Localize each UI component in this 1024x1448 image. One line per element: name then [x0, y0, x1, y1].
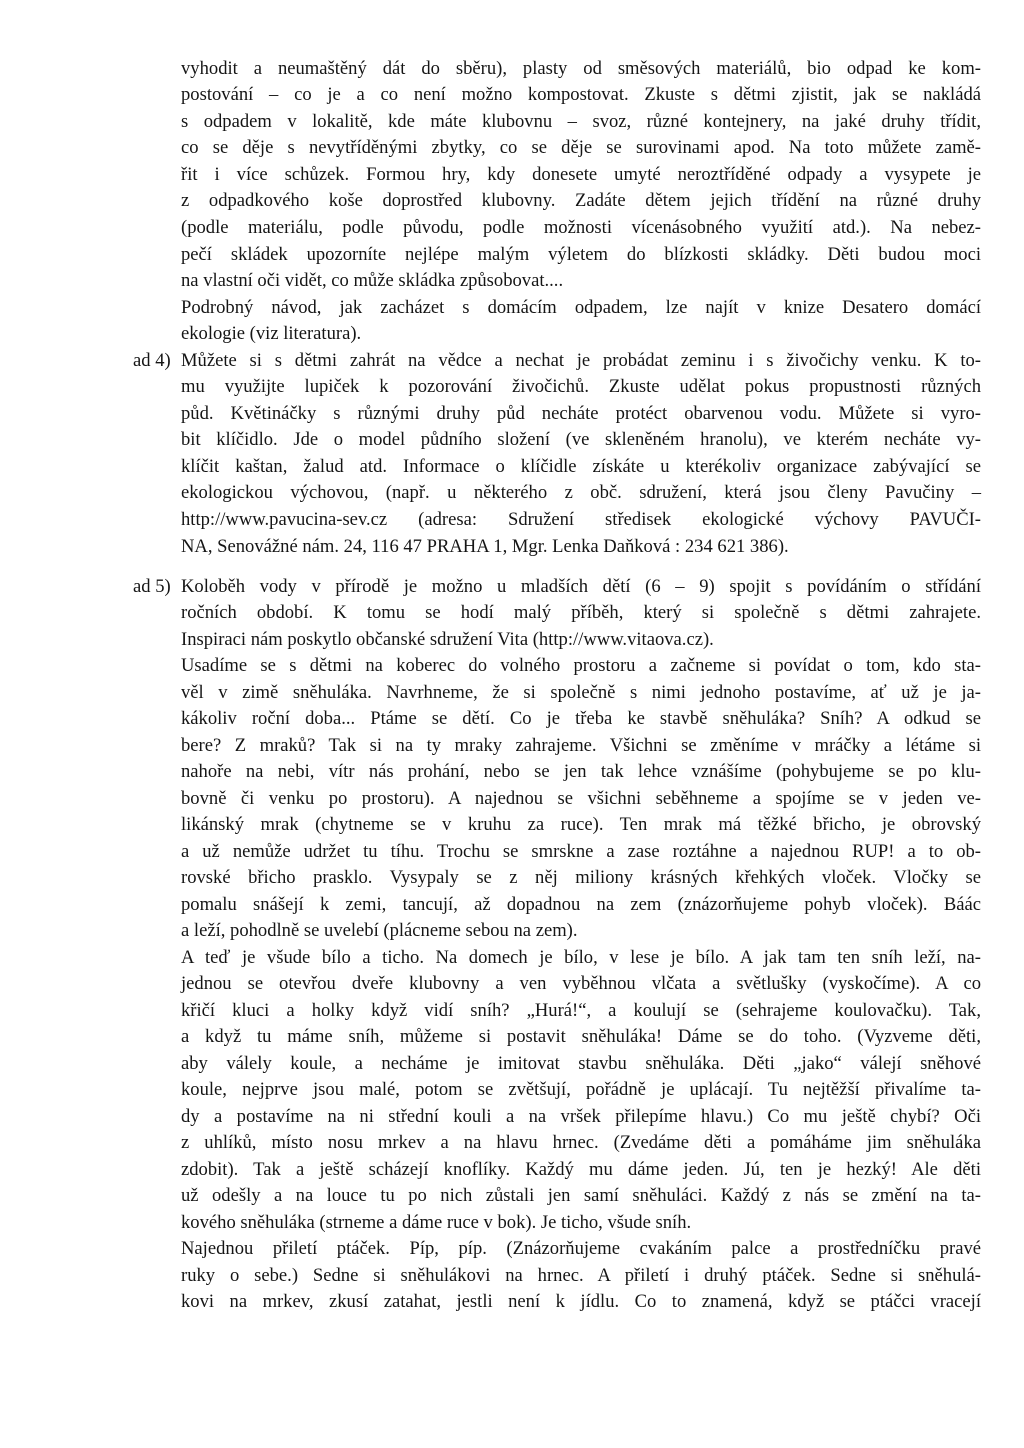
text-line: http://www.pavucina-sev.cz (adresa: Sdružení středisek ekologické výchovy PAVUČI-	[181, 509, 981, 530]
text-line: z odpadkového koše doprostřed klubovny. Zadáte dětem jejich třídění na různé druhy	[181, 190, 981, 211]
text-line: pečí skládek upozorníte nejlépe malým výletem do blízkosti skládky. Děti budou moci	[181, 244, 981, 265]
text-line: a když tu máme sníh, můžeme si postavit sněhuláka! Dáme se do toho. (Vyzveme děti,	[181, 1026, 981, 1047]
text-line: půd. Květináčky s různými druhy půd necháte protéct obarvenou vodu. Můžete si vyro-	[181, 403, 981, 424]
text-line: NA, Senovážné nám. 24, 116 47 PRAHA 1, Mgr. Lenka Daňková : 234 621 386).	[181, 536, 789, 557]
text-line: s odpadem v lokalitě, kde máte klubovnu – svoz, různé kontejnery, na jaké druhy třídit,	[181, 111, 981, 132]
text-line: ekologie (viz literatura).	[181, 323, 362, 344]
text-line: likánský mrak (chytneme se v kruhu za ruce). Ten mrak má těžké břicho, je obrovský	[181, 814, 981, 835]
list-label-ad5: ad 5)	[133, 576, 171, 597]
text-line: kákoliv roční doba... Ptáme se dětí. Co je třeba ke stavbě sněhuláka? Sníh? A odkud se	[181, 708, 981, 729]
text-line: dy a postavíme na ni střední kouli a na vršek přilepíme hlavu.) Co mu ještě chybí? Oči	[181, 1106, 981, 1127]
text-line: klíčit kaštan, žalud atd. Informace o klíčidle získáte u kterékoliv organizace zabývající se	[181, 456, 981, 477]
text-line: ročních období. K tomu se hodí malý příběh, který si společně s dětmi zahrajete.	[181, 602, 981, 623]
text-line: řit i více schůzek. Formou hry, kdy donesete umyté neroztříděné odpady a vysypete je	[181, 164, 981, 185]
text-line: bit klíčidlo. Jde o model půdního složení (ve skleněném hranolu), ve kterém necháte vy-	[181, 429, 981, 450]
text-line: postování – co je a co není možno kompostovat. Zkuste s dětmi zjistit, jak se nakládá	[181, 84, 981, 105]
text-line: věl v zimě sněhuláka. Navrhneme, že si společně s nimi jednoho postavíme, ať už je ja-	[181, 682, 981, 703]
text-line: pomalu snášejí k zemi, tancují, až dopadnou na zem (znázorňujeme pohyb vloček). Báác	[181, 894, 981, 915]
text-line: Inspiraci nám poskytlo občanské sdružení Vita (http://www.vitaova.cz).	[181, 629, 714, 650]
text-line: bovně či venku po prostoru). A najednou se všichni seběhneme a spojíme se v jeden ve-	[181, 788, 981, 809]
text-line: vyhodit a neumaštěný dát do sběru), plasty od směsových materiálů, bio odpad ke kom-	[181, 58, 981, 79]
text-line: kovi na mrkev, zkusí zatahat, jestli není k jídlu. Co to znamená, když se ptáčci vracejí	[181, 1291, 981, 1312]
text-line: aby válely koule, a necháme je imitovat stavbu sněhuláka. Děti „jako“ válejí sněhové	[181, 1053, 981, 1074]
text-line: Najednou přiletí ptáček. Píp, píp. (Znázorňujeme cvakáním palce a prostředníčku pravé	[181, 1238, 981, 1259]
text-line: rovské břicho prasklo. Vysypaly se z něj miliony krásných křehkých vloček. Vločky se	[181, 867, 981, 888]
text-line: na vlastní oči vidět, co může skládka způsobovat....	[181, 270, 564, 291]
text-line: A teď je všude bílo a ticho. Na domech je bílo, v lese je bílo. A jak tam ten sníh leží, na-	[181, 947, 981, 968]
text-line: bere? Z mraků? Tak si na ty mraky zahrajeme. Všichni se změníme v mráčky a létáme si	[181, 735, 981, 756]
text-line: (podle materiálu, podle původu, podle možnosti vícenásobného využití atd.). Na nebez-	[181, 217, 981, 238]
text-line: křičí kluci a holky když vidí sníh? „Hurá!“, a koulují se (sehrajeme koulovačku). Tak,	[181, 1000, 981, 1021]
text-line: zdobit). Tak a ještě scházejí knoflíky. Každý mu dáme jeden. Jú, ten je hezký! Ale děti	[181, 1159, 981, 1180]
text-line: a leží, pohodlně se uvelebí (plácneme sebou na zem).	[181, 920, 578, 941]
text-line: Podrobný návod, jak zacházet s domácím odpadem, lze najít v knize Desatero domácí	[181, 297, 981, 318]
text-line: koule, nejprve jsou malé, potom se zvětšují, pořádně je uplácají. Tu nejtěžší přivalíme ta-	[181, 1079, 981, 1100]
text-line: Koloběh vody v přírodě je možno u mladších dětí (6 – 9) spojit s povídáním o střídání	[181, 576, 981, 597]
text-line: Můžete si s dětmi zahrát na vědce a nechat je probádat zeminu i s živočichy venku. K to-	[181, 350, 981, 371]
text-line: nahoře na nebi, vítr nás prohání, nebo se jen tak lehce vznášíme (pohybujeme se po klu-	[181, 761, 981, 782]
text-line: co se děje s nevytříděnými zbytky, co se děje se surovinami apod. Na toto můžete zamě-	[181, 137, 981, 158]
text-line: jednou se otevřou dveře klubovny a ven vyběhnou vlčata a světlušky (vyskočíme). A co	[181, 973, 981, 994]
text-line: a už nemůže udržet tu tíhu. Trochu se smrskne a zase roztáhne a najednou RUP! a to ob-	[181, 841, 981, 862]
text-line: z uhlíků, místo nosu mrkev a na hlavu hrnec. (Zvedáme děti a pomáháme jim sněhuláka	[181, 1132, 981, 1153]
text-line: už odešly a na louce tu po nich zůstali jen samí sněhuláci. Každý z nás se změní na ta-	[181, 1185, 981, 1206]
list-label-ad4: ad 4)	[133, 350, 171, 371]
text-line: ruky o sebe.) Sedne si sněhulákovi na hrnec. A přiletí i druhý ptáček. Sedne si sněhulá-	[181, 1265, 981, 1286]
text-line: Usadíme se s dětmi na koberec do volného prostoru a začneme si povídat o tom, kdo sta-	[181, 655, 981, 676]
text-line: ekologickou výchovou, (např. u některého z obč. sdružení, která jsou členy Pavučiny –	[181, 482, 981, 503]
text-line: kového sněhuláka (strneme a dáme ruce v bok). Je ticho, všude sníh.	[181, 1212, 692, 1233]
text-line: mu využijte lupiček k pozorování živočichů. Zkuste udělat pokus propustnosti různých	[181, 376, 981, 397]
